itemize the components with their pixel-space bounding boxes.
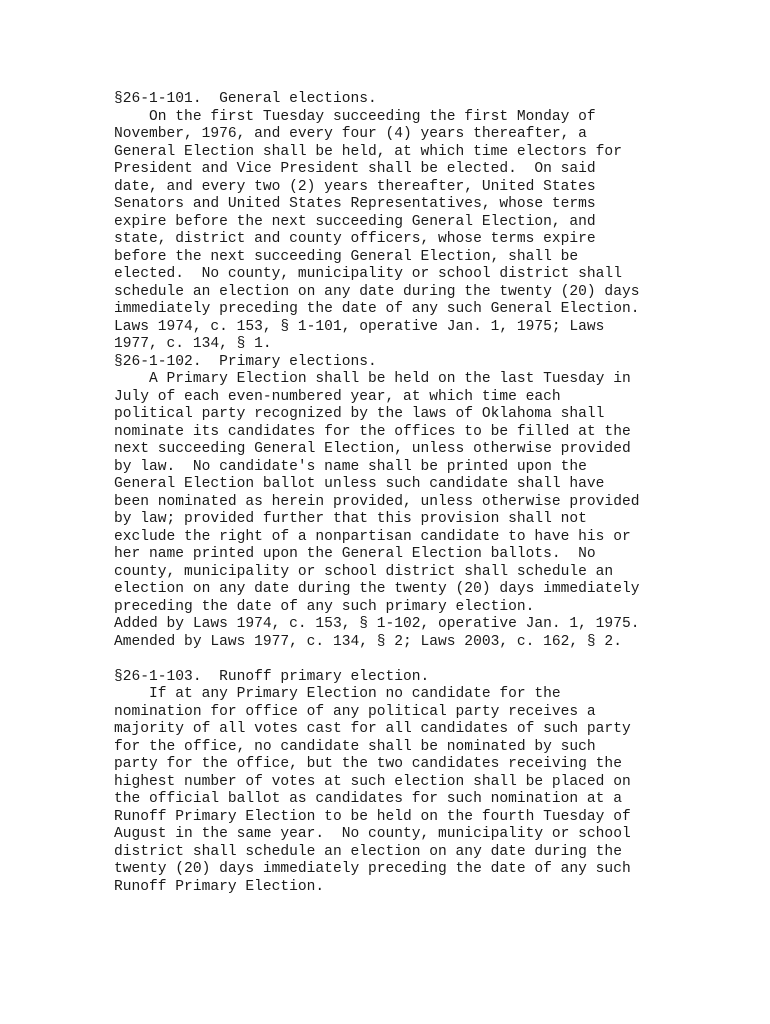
text-line: state, district and county officers, whose terms expire — [114, 231, 596, 247]
history-note: Amended by Laws 1977, c. 134, § 2; Laws 2003, c. 162, § 2. — [114, 633, 622, 650]
text-line: been nominated as herein provided, unless otherwise provided — [114, 493, 640, 510]
text-line: August in the same year. No county, municipality or school — [114, 826, 631, 842]
history-note: Added by Laws 1974, c. 153, § 1-102, operative Jan. 1, 1975. — [114, 616, 640, 632]
text-line: by law. No candidate's name shall be printed upon the — [114, 458, 587, 475]
text-line: General Election ballot unless such candidate shall have — [114, 476, 605, 492]
section-103-heading: §26-1-103. Runoff primary election. — [114, 668, 430, 685]
text-line: next succeeding General Election, unless otherwise provided — [114, 441, 631, 457]
text-line: twenty (20) days immediately preceding the date of any such — [114, 861, 631, 877]
text-line: On the first Tuesday succeeding the first Monday of — [114, 108, 596, 125]
text-line: expire before the next succeeding General Election, and — [114, 213, 596, 230]
text-line: before the next succeeding General Election, shall be — [114, 248, 579, 265]
history-note: Laws 1974, c. 153, § 1-101, operative Jan. 1, 1975; Laws — [114, 318, 605, 335]
text-line: election on any date during the twenty (20) days immediately — [114, 581, 640, 597]
text-line: A Primary Election shall be held on the last Tuesday in — [114, 371, 631, 387]
text-line: preceding the date of any such primary election. — [114, 598, 535, 615]
text-line: General Election shall be held, at which time electors for — [114, 143, 622, 160]
text-line: district shall schedule an election on any date during the — [114, 843, 622, 860]
text-line: for the office, no candidate shall be nominated by such — [114, 738, 596, 755]
text-line: the official ballot as candidates for such nomination at a — [114, 791, 622, 807]
text-line: Runoff Primary Election to be held on the fourth Tuesday of — [114, 808, 631, 825]
text-line: highest number of votes at such election shall be placed on — [114, 773, 631, 790]
text-line: nominate its candidates for the offices to be filled at the — [114, 423, 631, 440]
text-line: by law; provided further that this provision shall not — [114, 511, 587, 527]
text-line: elected. No county, municipality or school district shall — [114, 266, 622, 282]
document-page — [114, 91, 674, 896]
text-line: her name printed upon the General Election ballots. No — [114, 546, 596, 562]
text-line: schedule an election on any date during the twenty (20) days — [114, 283, 640, 300]
text-line: party for the office, but the two candidates receiving the — [114, 756, 622, 772]
blank-line — [114, 651, 674, 669]
text-line: county, municipality or school district shall schedule an — [114, 563, 614, 580]
text-line: President and Vice President shall be elected. On said — [114, 161, 596, 177]
text-line: If at any Primary Election no candidate for the — [114, 686, 561, 702]
text-line: political party recognized by the laws of Oklahoma shall — [114, 406, 605, 422]
text-line: majority of all votes cast for all candidates of such party — [114, 721, 631, 737]
text-line: July of each even-numbered year, at which time each — [114, 388, 561, 405]
history-note: 1977, c. 134, § 1. — [114, 336, 272, 352]
text-line: Senators and United States Representatives, whose terms — [114, 196, 596, 212]
text-line: November, 1976, and every four (4) years thereafter, a — [114, 126, 587, 142]
text-line: immediately preceding the date of any such General Election. — [114, 301, 640, 317]
section-102-heading: §26-1-102. Primary elections. — [114, 353, 377, 370]
text-line: exclude the right of a nonpartisan candidate to have his or — [114, 528, 631, 545]
section-101-heading: §26-1-101. General elections. — [114, 91, 377, 107]
text-line: Runoff Primary Election. — [114, 878, 325, 895]
text-line: date, and every two (2) years thereafter, United States — [114, 178, 596, 195]
text-line: nomination for office of any political party receives a — [114, 703, 596, 720]
